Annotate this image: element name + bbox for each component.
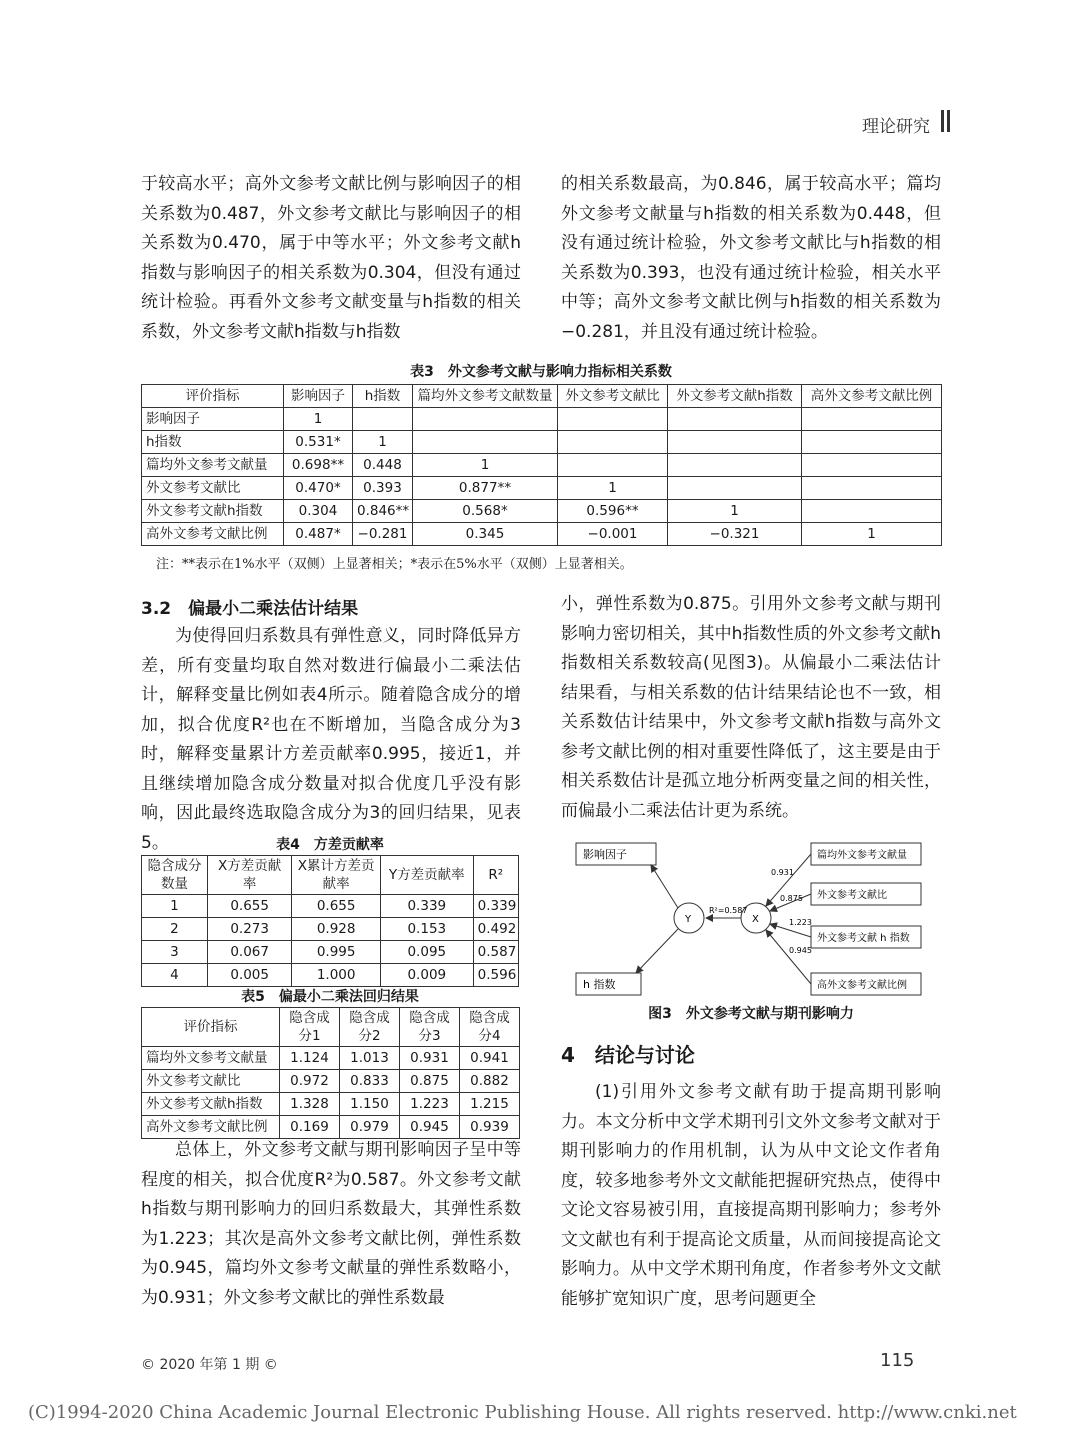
table-cell: 0.470*: [284, 477, 353, 500]
table-cell: 1: [668, 500, 802, 523]
table-row: [142, 941, 519, 964]
header-bar: [947, 110, 950, 132]
table-cell: 0.596**: [558, 500, 668, 523]
section-3-2-paragraph2: 总体上，外文参考文献与期刊影响因子呈中等程度的相关，拟合优度R²为0.587。外文参考文献h指数与期刊影响力的回归系数最大，其弹性系数为1.223；其次是高外文参考文献比例，弹性系数为0.945，篇均外文参考文献量的弹性系数略小，为0.931；外文参考文献比的弹性系数最: [141, 1140, 521, 1308]
x-node-label: X: [752, 914, 759, 925]
table-cell: 0.393: [353, 477, 413, 500]
table3-note: 注：**表示在1%水平（双侧）上显著相关；*表示在5%水平（双侧）上显著相关。: [156, 557, 633, 572]
table-cell: 外文参考文献比: [142, 477, 284, 500]
table-header-cell: 高外文参考文献比例: [802, 385, 942, 408]
table-cell: [668, 454, 802, 477]
table-cell: 0.939: [460, 1116, 520, 1139]
table-row: [142, 1070, 520, 1093]
table-header-cell: 篇均外文参考文献数量: [413, 385, 558, 408]
high-ratio-label: 高外文参考文献比例: [817, 980, 907, 991]
table-cell: 0.979: [340, 1116, 400, 1139]
table-cell: [413, 431, 558, 454]
table-header-cell: 隐含成分4: [460, 1008, 520, 1047]
table-header-cell: 评价指标: [142, 1008, 280, 1047]
table-cell: 0.698**: [284, 454, 353, 477]
table-cell: [353, 408, 413, 431]
table-cell: 0.833: [340, 1070, 400, 1093]
table-row: [142, 477, 942, 500]
table-cell: 1: [142, 895, 208, 918]
table-cell: [802, 408, 942, 431]
table4-caption: 表4 方差贡献率: [276, 837, 384, 853]
table-cell: 0.487*: [284, 523, 353, 546]
table3: [141, 384, 942, 546]
table-header-cell: 外文参考文献比: [558, 385, 668, 408]
table-cell: 0.005: [207, 964, 291, 987]
table-row: [142, 500, 942, 523]
table-cell: 0.448: [353, 454, 413, 477]
r2-label: R²=0.587: [709, 906, 748, 915]
top-left-paragraph: 于较高水平；高外文参考文献比例与影响因子的相关系数为0.487，外文参考文献比与影响因子的相关系数为0.470，属于中等水平；外文参考文献h指数与影响因子的相关系数为0.304，但没有通过统计检验。再看外文参考文献变量与h指数的相关系数，外文参考文献h指数与h指数: [141, 174, 521, 342]
ref-ratio-label: 外文参考文献比: [817, 890, 887, 901]
table-row: [142, 1093, 520, 1116]
table-cell: 1.150: [340, 1093, 400, 1116]
table-cell: 0.304: [284, 500, 353, 523]
table-cell: 0.345: [413, 523, 558, 546]
table-cell: 1: [284, 408, 353, 431]
table-cell: 影响因子: [142, 408, 284, 431]
table-cell: 1.223: [400, 1093, 460, 1116]
issue-label: © 2020 年第 1 期 ©: [141, 1357, 278, 1373]
right-column-paragraph: 小，弹性系数为0.875。引用外文参考文献与期刊影响力密切相关，其中h指数性质的外文参考文献h指数相关系数较高(见图3)。从偏最小二乘法估计结果看，与相关系数的估计结果结论也不一致，相关系数估计结果中，外文参考文献h指数与高外文参考文献比例的相对重要性降低了，这主要是由于相关系数估计是孤立地分析两变量之间的相关性，而偏最小二乘法估计更为系统。: [561, 594, 941, 821]
table-row: [142, 895, 519, 918]
table-cell: 0.945: [400, 1116, 460, 1139]
top-right-paragraph: 的相关系数最高，为0.846，属于较高水平；篇均外文参考文献量与h指数的相关系数为0.448，但没有通过统计检验，外文参考文献比与h指数的相关系数为0.393，也没有通过统计检验，相关水平中等；高外文参考文献比例与h指数的相关系数为−0.281，并且没有通过统计检验。: [561, 174, 941, 342]
table4: [141, 855, 519, 987]
table-header-cell: X方差贡献率: [207, 856, 291, 895]
section-4-title: 4 结论与讨论: [561, 1043, 695, 1067]
table-cell: 0.875: [400, 1070, 460, 1093]
table-cell: 0.067: [207, 941, 291, 964]
table-header-cell: 隐含成分3: [400, 1008, 460, 1047]
table-header-cell: 影响因子: [284, 385, 353, 408]
coef-label: 0.875: [780, 894, 803, 903]
table-cell: 0.587: [473, 941, 518, 964]
section-3-2-paragraph1: 为使得回归系数具有弹性意义，同时降低异方差，所有变量均取自然对数进行偏最小二乘法估计，解释变量比例如表4所示。随着隐含成分的增加，拟合优度R²也在不断增加，当隐含成分为3时，解释变量累计方差贡献率0.995，接近1，并且继续增加隐含成分数量对拟合优度几乎没有影响，因此最终选取隐含成分为3的回归结果，见表5。: [141, 626, 521, 853]
table-cell: −0.281: [353, 523, 413, 546]
arrow-high-to-x: [766, 930, 811, 984]
table-cell: [558, 454, 668, 477]
table-cell: 0.655: [207, 895, 291, 918]
table-row: [142, 918, 519, 941]
table-cell: 1.215: [460, 1093, 520, 1116]
table-header-cell: 隐含成分1: [280, 1008, 340, 1047]
table-cell: 1: [802, 523, 942, 546]
table-cell: 0.169: [280, 1116, 340, 1139]
table-cell: 外文参考文献比: [142, 1070, 280, 1093]
table-cell: 2: [142, 918, 208, 941]
table-row: [142, 431, 942, 454]
table-cell: 0.339: [473, 895, 518, 918]
table-cell: [802, 454, 942, 477]
arrow-y-to-h: [636, 929, 678, 973]
table-cell: 高外文参考文献比例: [142, 1116, 280, 1139]
table-cell: −0.321: [668, 523, 802, 546]
header-bar: [941, 110, 944, 132]
table-cell: 1: [413, 454, 558, 477]
table-cell: h指数: [142, 431, 284, 454]
table-cell: 外文参考文献h指数: [142, 1093, 280, 1116]
table-cell: 0.009: [380, 964, 473, 987]
table-cell: 0.531*: [284, 431, 353, 454]
table5: [141, 1007, 520, 1139]
table-cell: 0.655: [292, 895, 381, 918]
table-cell: 0.877**: [413, 477, 558, 500]
table-cell: 0.846**: [353, 500, 413, 523]
table-header-cell: 外文参考文献h指数: [668, 385, 802, 408]
table-cell: 1.328: [280, 1093, 340, 1116]
table-cell: [668, 408, 802, 431]
coef-label: 1.223: [789, 918, 812, 927]
figure3-caption: 图3 外文参考文献与期刊影响力: [648, 1006, 854, 1022]
table-cell: 0.995: [292, 941, 381, 964]
ref-h-label: 外文参考文献 h 指数: [817, 933, 910, 944]
table-row: [142, 1047, 520, 1070]
arrow-y-to-impact: [651, 865, 678, 908]
table-cell: 0.492: [473, 918, 518, 941]
table-cell: 外文参考文献h指数: [142, 500, 284, 523]
table-header-cell: Y方差贡献率: [380, 856, 473, 895]
table3-caption: 表3 外文参考文献与影响力指标相关系数: [410, 364, 672, 380]
table-header-cell: R²: [473, 856, 518, 895]
table-cell: 高外文参考文献比例: [142, 523, 284, 546]
table-cell: −0.001: [558, 523, 668, 546]
table-cell: 0.596: [473, 964, 518, 987]
table-cell: 1.000: [292, 964, 381, 987]
table-row: [142, 408, 942, 431]
table-cell: 1.124: [280, 1047, 340, 1070]
table-cell: 篇均外文参考文献量: [142, 1047, 280, 1070]
table-cell: [802, 477, 942, 500]
table-header-cell: 隐含成分2: [340, 1008, 400, 1047]
coef-label: 0.931: [771, 868, 794, 877]
table-cell: 0.095: [380, 941, 473, 964]
table-cell: [413, 408, 558, 431]
table5-caption: 表5 偏最小二乘法回归结果: [241, 989, 419, 1005]
table-cell: [668, 431, 802, 454]
table-row: [142, 523, 942, 546]
coef-label: 0.945: [789, 946, 812, 955]
table-cell: 3: [142, 941, 208, 964]
table-cell: 0.931: [400, 1047, 460, 1070]
table-cell: [802, 431, 942, 454]
y-node-label: Y: [685, 914, 692, 925]
page-number: 115: [880, 1350, 915, 1371]
table-header-cell: h指数: [353, 385, 413, 408]
table-row: [142, 454, 942, 477]
table-cell: 1.013: [340, 1047, 400, 1070]
table-cell: [558, 408, 668, 431]
copyright-line: (C)1994-2020 China Academic Journal Electronic Publishing House. All rights reserved. http://www.cnki.net: [28, 1402, 1017, 1423]
table-cell: 4: [142, 964, 208, 987]
table-cell: 0.882: [460, 1070, 520, 1093]
table-cell: 0.928: [292, 918, 381, 941]
table-cell: 1: [353, 431, 413, 454]
table-header-cell: 隐含成分数量: [142, 856, 208, 895]
section-label: 理论研究: [862, 117, 930, 137]
table-cell: 0.153: [380, 918, 473, 941]
figure3-diagram: [561, 838, 941, 998]
table-cell: 0.273: [207, 918, 291, 941]
table-cell: [802, 500, 942, 523]
section-3-2-title: 3.2 偏最小二乘法估计结果: [141, 599, 359, 619]
h-index-label: h 指数: [583, 978, 616, 991]
table-header-cell: 评价指标: [142, 385, 284, 408]
table-cell: 0.972: [280, 1070, 340, 1093]
table-cell: 篇均外文参考文献量: [142, 454, 284, 477]
table-row: [142, 964, 519, 987]
table-cell: 0.941: [460, 1047, 520, 1070]
table-cell: 0.339: [380, 895, 473, 918]
section-4-paragraph: (1)引用外文参考文献有助于提高期刊影响力。本文分析中文学术期刊引文外文参考文献对于期刊影响力的作用机制，认为从中文论文作者角度，较多地参考外文文献能把握研究热点，使得中文论文容易被引用，直接提高期刊影响力；参考外文文献也有利于提高论文质量，从而间接提高论文影响力。从中文学术期刊角度，作者参考外文文献能够扩宽知识广度，思考问题更全: [561, 1082, 941, 1309]
table-cell: [668, 477, 802, 500]
table-cell: 0.568*: [413, 500, 558, 523]
avg-refs-label: 篇均外文参考文献量: [817, 850, 907, 861]
table-cell: [558, 431, 668, 454]
impact-factor-label: 影响因子: [583, 848, 627, 861]
table-header-cell: X累计方差贡献率: [292, 856, 381, 895]
table-cell: 1: [558, 477, 668, 500]
